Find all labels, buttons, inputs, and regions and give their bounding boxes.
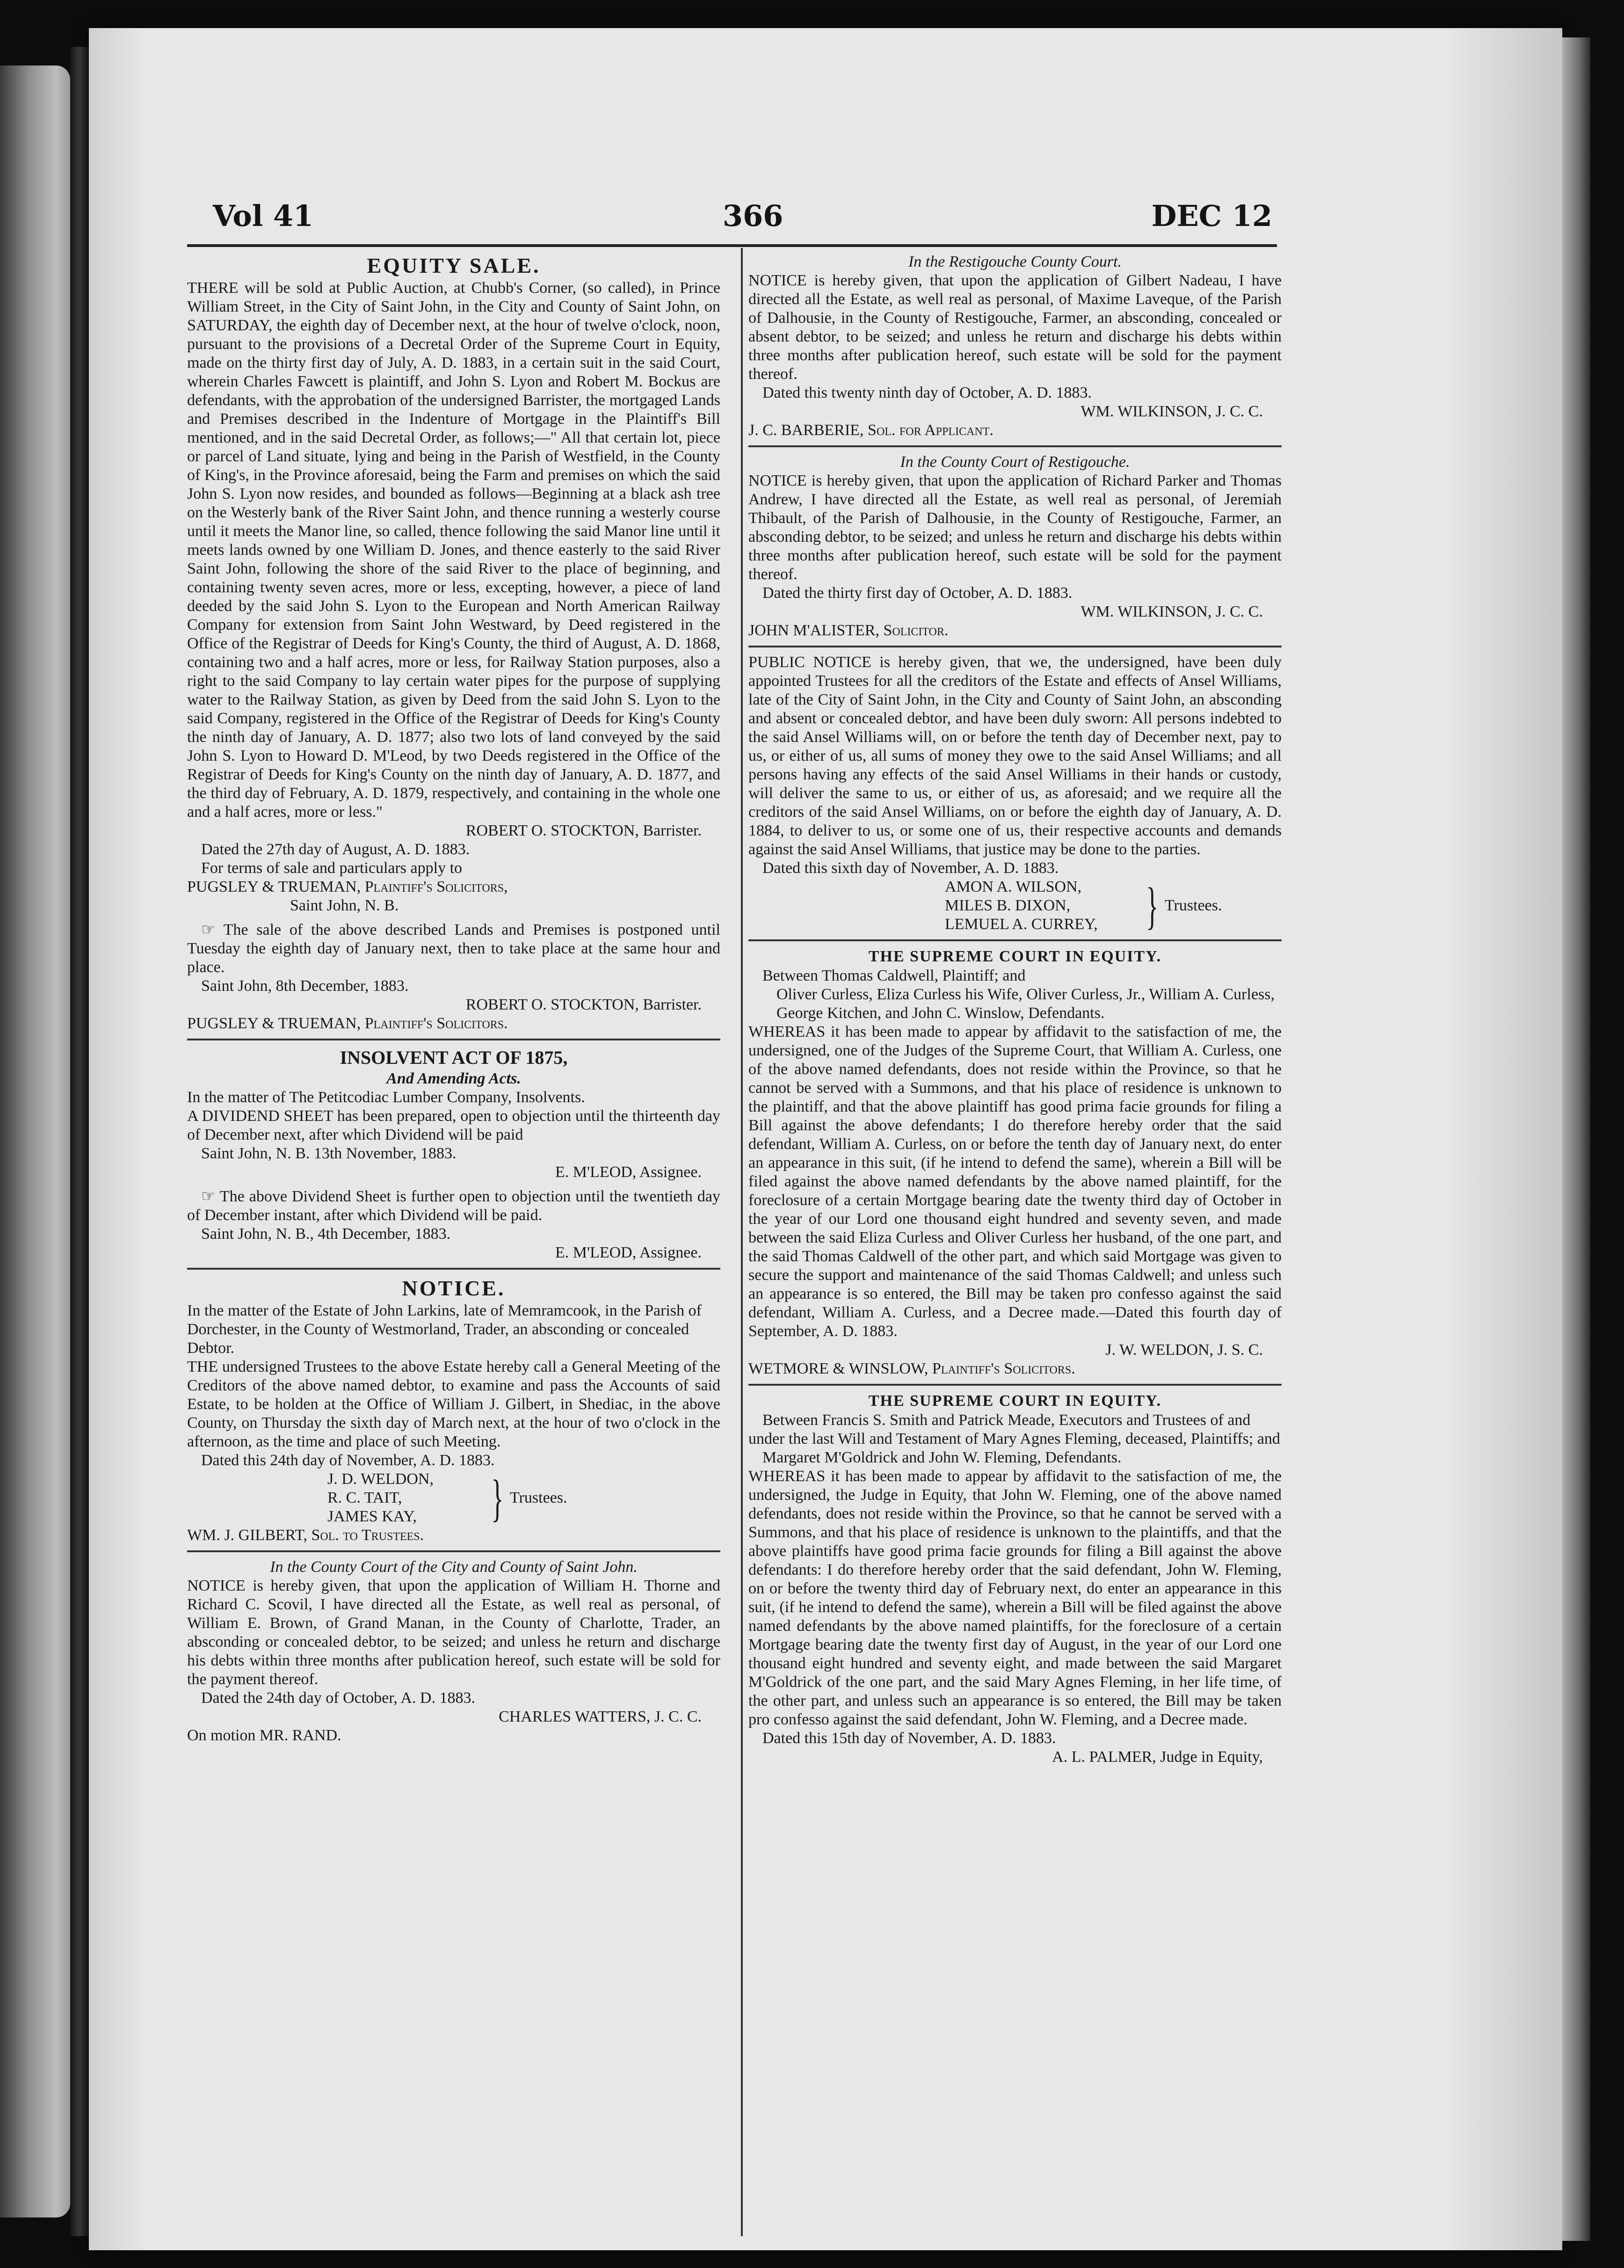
trustee-name: JAMES KAY,: [327, 1508, 417, 1525]
trustee-name: AMON A. WILSON,: [945, 878, 1082, 895]
notice-title: NOTICE.: [402, 1276, 506, 1300]
insolvent-body: A DIVIDEND SHEET has been prepared, open to objection until the thirteenth day of December next, after which Dividend will be paid: [187, 1107, 720, 1143]
issue-date: DEC 12: [1151, 199, 1272, 233]
facing-page-edge: [0, 65, 70, 2217]
insolvent-date: Saint John, N. B. 13th November, 1883.: [201, 1145, 457, 1162]
county-court-title: In the County Court of the City and County of Saint John.: [270, 1558, 638, 1576]
supreme-1-parties-2: Oliver Curless, Eliza Curless his Wife, Oliver Curless, Jr., William A. Curless, George Kitchen, and John C. Winslow, Defendants.: [776, 986, 1275, 1022]
postponement-signature: ROBERT O. STOCKTON, Barrister.: [465, 996, 702, 1013]
equity-sale-place: Saint John, N. B.: [290, 897, 399, 914]
county-court-dated: Dated the 24th day of October, A. D. 1883.: [201, 1689, 475, 1707]
supreme-1-solicitors: WETMORE & WINSLOW, Plaintiff's Solicitors.: [748, 1360, 1075, 1377]
trustees-label: Trustees.: [1165, 897, 1222, 914]
left-column: [187, 253, 720, 1745]
restigouche-1-signature: WM. WILKINSON, J. C. C.: [1080, 403, 1263, 420]
restigouche-2-solicitor: JOHN M'ALISTER, Solicitor.: [748, 622, 949, 639]
larkins-notice: [187, 1275, 720, 1545]
public-notice-body: PUBLIC NOTICE is hereby given, that we, the undersigned, have been duly appointed Trustees for all the creditors of the Estate and effects of Ansel Williams, late of the City of Saint John, in the City and County of Saint John, an absconding and absent or concealed debtor, and have been duly sworn: All persons indebted to the said Ansel Williams will, on or before the tenth day of December next, pay to us, or either of us, all sums of money they owe to the said Ansel Williams; and all persons having any effects of the said Ansel Williams in their hands or custody, will deliver the same to us, or either of us, as aforesaid; and we require all the creditors of the said Ansel Williams, on or before the eighth day of January, A. D. 1884, to deliver to us, or some one of us, their respective accounts and demands against the said Ansel Williams, that justice may be done to the parties.: [748, 654, 1282, 858]
insolvent-signature-2: E. M'LEOD, Assignee.: [555, 1244, 702, 1261]
trustee-name: J. D. WELDON,: [327, 1470, 434, 1488]
trustees-label: Trustees.: [510, 1489, 567, 1506]
equity-sale-body: THERE will be sold at Public Auction, at Chubb's Corner, (so called), in Prince William Street, in the City of Saint John, in the City and County of Saint John, on SATURDAY, the eighth day of December next, at the hour of twelve o'clock, noon, pursuant to the provisions of a Decretal Order of the Supreme Court in Equity, made on the thirty first day of July, A. D. 1883, in a certain suit in the said Court, wherein Charles Fawcett is plaintiff, and John S. Lyon and Robert M. Bockus are defendants, with the approbation of the undersigned Barrister, the mortgaged Lands and Premises described in the Indenture of Mortgage in the Plaintiff's Bill mentioned, and in the said Decretal Order, as follows;—" All that certain lot, piece or parcel of Land situate, lying and being in the Parish of Westfield, in the County of King's, in the Province aforesaid, being the Farm and premises on which the said John S. Lyon now resides, and bounded as follows—Beginning at a black ash tree on the Westerly bank of the River Saint John, and thence running a westerly course until it meets the Manor line, so called, thence following the said Manor line until it meets lands owned by one William D. Jones, and thence easterly to the said River Saint John, following the shore of the said River to the place of beginning, and containing twenty seven acres, more or less, excepting, however, a piece of land deeded by the said John S. Lyon to the European and North American Railway Company for extension from Saint John Westward, by Deed registered in the Office of the Registrar of Deeds for King's County, the third of August, A. D. 1868, containing two and a half acres, more or less, for Railway Station purposes, also a right to the said Company to lay certain water pipes for the purpose of supplying water to the Railway Station, as given by Deed from the said John S. Lyon to the said Company, registered in the Office of the Registrar of Deeds for King's County the ninth day of January, A. D. 1877; also two lots of land conveyed by the said John S. Lyon to Howard D. M'Leod, by two Deeds registered in the Office of the Registrar of Deeds for King's County on the ninth day of January, A. D. 1877, and the third day of February, A. D. 1879, respectively, and containing in the whole one and a half acres, more or less.": [187, 279, 720, 821]
notice-dated: Dated this 24th day of November, A. D. 1883.: [201, 1452, 495, 1469]
supreme-court-notice-2: [748, 1391, 1282, 1766]
equity-sale-signature: ROBERT O. STOCKTON, Barrister.: [465, 822, 702, 839]
insolvent-matter: In the matter of The Petitcodiac Lumber Company, Insolvents.: [187, 1089, 585, 1106]
restigouche-notice-1: [748, 253, 1282, 440]
public-notice: [748, 653, 1282, 934]
insolvent-date-2: Saint John, N. B., 4th December, 1883.: [201, 1225, 451, 1243]
county-court-body: NOTICE is hereby given, that upon the application of William H. Thorne and Richard C. Scovil, I have directed all the Estate, as well real as personal, of William E. Brown, of Grand Manan, in the County of Charlotte, Trader, an absconding or concealed debtor, to be seized; and unless he return and discharge his debts within three months after publication hereof, such estate will be sold for the payment thereof.: [187, 1577, 720, 1688]
postponement-solicitors: PUGSLEY & TRUEMAN, Plaintiff's Solicitors.: [187, 1015, 508, 1032]
section-rule: [187, 1039, 720, 1040]
supreme-2-signature: A. L. PALMER, Judge in Equity,: [1052, 1748, 1263, 1766]
insolvent-act-notice: [187, 1046, 720, 1262]
restigouche-2-title: In the County Court of Restigouche.: [900, 453, 1130, 471]
saint-john-county-notice: [187, 1558, 720, 1745]
restigouche-1-dated: Dated this twenty ninth day of October, A. D. 1883.: [762, 384, 1092, 401]
insolvent-signature: E. M'LEOD, Assignee.: [555, 1163, 702, 1181]
restigouche-1-body: NOTICE is hereby given, that upon the application of Gilbert Nadeau, I have directed all the Estate, as well real as personal, of Maxime Laveque, of the Parish of Dalhousie, in the County of Restigouche, Farmer, an absconding, concealed or absent debtor, to be seized; and unless he return and discharge his debts within three months after publication hereof, such estate will be sold for the payment thereof.: [748, 272, 1282, 383]
supreme-2-title: THE SUPREME COURT IN EQUITY.: [868, 1392, 1162, 1410]
restigouche-notice-2: [748, 453, 1282, 640]
section-rule: [748, 1384, 1282, 1386]
supreme-2-parties-2: Margaret M'Goldrick and John W. Fleming, Defendants.: [762, 1449, 1122, 1466]
restigouche-1-solicitor: J. C. BARBERIE, Sol. for Applicant.: [748, 422, 993, 439]
trustee-name: MILES B. DIXON,: [945, 897, 1071, 914]
section-rule: [187, 1550, 720, 1552]
restigouche-1-title: In the Restigouche County Court.: [908, 253, 1122, 270]
section-rule: [187, 1268, 720, 1270]
header-rule: [187, 244, 1277, 247]
equity-sale-dated: Dated the 27th day of August, A. D. 1883.: [201, 841, 470, 858]
page-header: [213, 199, 1272, 241]
equity-sale-title: EQUITY SALE.: [367, 254, 541, 277]
supreme-1-title: THE SUPREME COURT IN EQUITY.: [868, 948, 1162, 965]
public-notice-trustees: [748, 878, 1282, 934]
notice-trustees: [187, 1470, 720, 1526]
insolvent-subtitle: And Amending Acts.: [386, 1070, 521, 1087]
restigouche-2-body: NOTICE is hereby given, that upon the application of Richard Parker and Thomas Andrew, I have directed all the Estate, as well real as personal, of Jeremiah Thibault, of the Parish of Dalhousie, in the County of Restigouche, Farmer, an absconding debtor, to be seized; and unless he return and discharge his debts within three months after publication hereof, such estate will be sold for the payment thereof.: [748, 472, 1282, 583]
page-block-edge: [1562, 37, 1590, 2241]
postponement-body: ☞ The sale of the above described Lands and Premises is postponed until Tuesday the eighth day of January next, then to take place at the same hour and place.: [187, 921, 720, 976]
brace-icon: }: [1146, 877, 1159, 934]
insolvent-title: INSOLVENT ACT OF 1875,: [340, 1047, 568, 1068]
trustee-name: R. C. TAIT,: [327, 1489, 402, 1506]
brace-icon: }: [491, 1469, 504, 1527]
supreme-2-body: WHEREAS it has been made to appear by affidavit to the satisfaction of me, the undersigned, the Judge in Equity, that John W. Fleming, one of the above named defendants, does not reside within the Province, so that he cannot be served with a Summons, and that his place of residence is unknown to the plaintiffs, and that the above plaintiffs have good prima facie grounds for filing a Bill against the above defendants: I do therefore hereby order that the said defendant, John W. Fleming, on or before the twenty third day of February next, do enter an appearance in this suit, (if he intend to defend the same), wherein a Bill will be filed against the above named defendants by the above named plaintiffs, for the foreclosure of a certain Mortgage bearing date the twenty first day of August, in the year of our Lord one thousand eight hundred and seventy eight, and made between the said Margaret M'Goldrick of the one part, and the said Mary Agnes Fleming, in her life time, of the other part, and unless such an appearance is so entered, the Bill may be taken pro confesso against the said defendant, John W. Fleming, and a Decree made.: [748, 1468, 1282, 1728]
book-gutter: [70, 47, 89, 2236]
trustee-name: LEMUEL A. CURREY,: [945, 916, 1098, 933]
supreme-court-notice-1: [748, 947, 1282, 1378]
right-column: [748, 253, 1282, 1766]
county-court-motion: On motion MR. RAND.: [187, 1727, 341, 1744]
notice-body: THE undersigned Trustees to the above Estate hereby call a General Meeting of the Creditors of the above named debtor, to examine and pass the Accounts of said Estate, to be holden at the Office of William J. Gilbert, in Shediac, in the above County, on Thursday the sixth day of March next, at the hour of two o'clock in the afternoon, as the time and place of such Meeting.: [187, 1358, 720, 1450]
equity-sale-notice: [187, 253, 720, 1033]
section-rule: [748, 445, 1282, 447]
insolvent-body-2: ☞ The above Dividend Sheet is further open to objection until the twentieth day of December instant, after which Dividend will be paid.: [187, 1188, 720, 1224]
section-rule: [748, 939, 1282, 941]
notice-solicitor: WM. J. GILBERT, Sol. to Trustees.: [187, 1527, 424, 1544]
restigouche-2-dated: Dated the thirty first day of October, A. D. 1883.: [762, 584, 1073, 602]
supreme-1-parties-1: Between Thomas Caldwell, Plaintiff; and: [762, 967, 1026, 984]
restigouche-2-signature: WM. WILKINSON, J. C. C.: [1080, 603, 1263, 620]
page-number: 366: [723, 199, 783, 233]
supreme-2-dated: Dated this 15th day of November, A. D. 1883.: [762, 1730, 1056, 1747]
postponement-date: Saint John, 8th December, 1883.: [201, 977, 409, 995]
notice-matter: In the matter of the Estate of John Larkins, late of Memramcook, in the Parish of Dorchester, in the County of Westmorland, Trader, an absconding or concealed Debtor.: [187, 1302, 702, 1357]
supreme-1-signature: J. W. WELDON, J. S. C.: [1105, 1341, 1263, 1359]
equity-sale-solicitors: PUGSLEY & TRUEMAN, Plaintiff's Solicitors,: [187, 878, 508, 895]
section-rule: [748, 646, 1282, 647]
county-court-signature: CHARLES WATTERS, J. C. C.: [499, 1708, 702, 1725]
equity-sale-terms: For terms of sale and particulars apply to: [201, 859, 463, 877]
public-notice-dated: Dated this sixth day of November, A. D. 1883.: [762, 859, 1059, 877]
supreme-1-body: WHEREAS it has been made to appear by affidavit to the satisfaction of me, the undersigned, one of the Judges of the Supreme Court, that William A. Curless, one of the above named defendants, does not reside within the Province, so that he cannot be served with a Summons, and that his place of residence is unknown to the plaintiff, and that the above plaintiff has good prima facie grounds for filing a Bill against the above defendants; I do therefore hereby order that the said defendant, William A. Curless, on or before the tenth day of January next, do enter an appearance in this suit, (if he intend to defend the same), wherein a Bill will be filed against the above named defendants by the above named plaintiff, for the foreclosure of a certain Mortgage bearing date the twenty third day of October in the year of our Lord one thousand eight hundred and seventy seven, and made between the said Eliza Curless and Oliver Curless her husband, of the one part, and the said Thomas Caldwell of the other part, and which said Mortgage was given to secure the support and maintenance of the said Thomas Caldwell; and unless such an appearance is so entered, the Bill may be taken pro confesso against the said defendant, William A. Curless, and a Decree made.—Dated this fourth day of September, A. D. 1883.: [748, 1023, 1282, 1340]
column-divider: [741, 248, 743, 2236]
supreme-2-parties-1: Between Francis S. Smith and Patrick Meade, Executors and Trustees of and under the last Will and Testament of Mary Agnes Fleming, deceased, Plaintiffs; and: [748, 1411, 1280, 1447]
volume-label: Vol 41: [213, 199, 314, 233]
